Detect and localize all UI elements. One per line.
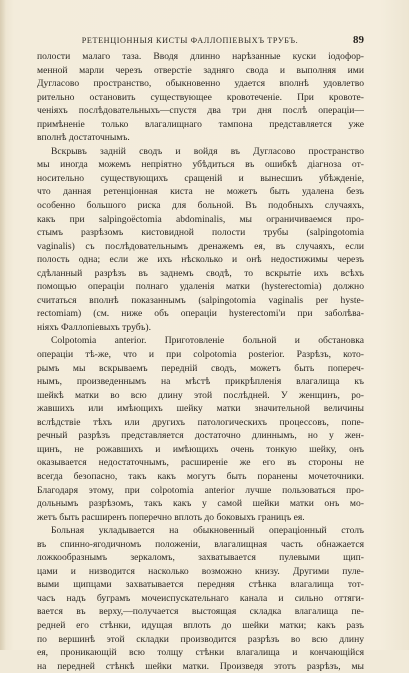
text-line: нiяхъ Фаллопiевыхъ трубъ). [37, 321, 151, 333]
text-line: рымъ мы вскрываемъ переднiй сводъ, можетъ быть попереч- [37, 362, 364, 374]
text-line: стымъ разрѣзомъ кистовидной полости трубы (salpingotomia [37, 227, 364, 239]
page-number: 89 [353, 34, 364, 46]
text-line: всегда безопасно, такъ какъ могутъ быть поранены мочеточники. [37, 470, 364, 482]
text-line: ченiяхъ послѣдовательныхъ—спустя два три дня послѣ операцiи— [37, 105, 364, 117]
page-header [38, 36, 364, 48]
running-title: РЕТЕНЦIОННЫЯ КИСТЫ ФАЛЛОПIЕВЫХЪ ТРУБЪ. [81, 36, 299, 45]
text-line: rectomiam) (см. ниже объ операцiи hysterectomi'и при заболѣва- [37, 308, 364, 320]
text-line: дольнымъ разрѣзомъ, такъ какъ у самой шейки матки онъ мо- [37, 498, 364, 510]
text-line: считаться вполнѣ показаннымъ (salpingotomia vaginalis per hyste- [37, 294, 364, 306]
scan-binding-shadow [0, 0, 6, 650]
text-line: выми щипцами захватывается передняя стѣнка влагалища тот- [37, 579, 364, 591]
text-line: полость одна; если же ихъ нѣсколько и онѣ недостижимы черезъ [37, 254, 364, 266]
text-line: часъ надъ буграмъ мочеиспускательнаго канала и сильно оттяги- [37, 592, 364, 604]
text-line: цами и низводится насколько возможно книзу. Другими пуле- [37, 565, 364, 577]
text-line: речный разрѣзъ представляется достаточно длиннымъ, но у жен- [37, 430, 364, 442]
text-line: Дугласово пространство, обыкновенно удается вполнѣ удовлетво [37, 78, 364, 90]
text-line: что данная ретенцiонная киста не можетъ быть удалена безъ [37, 186, 364, 198]
text-line: въ спинно-ягодичномъ положенiи, влагалищная часть обнажается [37, 538, 364, 550]
text-line: по вершинѣ этой складки производится разрѣзъ во всю длину [37, 633, 364, 645]
text-line: Благодаря этому, при colpotomia anterior лучше пользоваться про- [37, 484, 364, 496]
text-line: носительно существующихъ сращенiй и вынесшиъ убѣжденiе, [37, 172, 364, 184]
text-line: Вскрывъ заднiй сводъ и войдя въ Дугласово пространство [51, 145, 364, 157]
text-line: мы иногда можемъ непрiятно убѣдиться въ ошибкѣ дiагноза от- [37, 159, 364, 171]
text-line: помощью операцiи полнаго удаленiя матки (hysterectomia) должно [37, 281, 364, 293]
text-line: ея, проникающiй всю толщу стѣнки влагалища и кончающiйся [37, 647, 364, 659]
text-line: Больная укладывается на обыкновенный операцiонный столъ [51, 525, 364, 537]
text-line: вслѣдствiе тѣхъ или другихъ патологическихъ процессовъ, попе- [37, 416, 364, 428]
text-line: менной марли черезъ отверстiе задняго свода и выполняя ими [37, 64, 364, 76]
text-line: операцiи тѣ-же, что и при colpotomia posterior. Разрѣзъ, кото- [37, 349, 364, 361]
text-line: вается въ верху,—получается выстоящая складка влагалища пе- [37, 606, 364, 618]
text-line: щинъ, не рожавшихъ и имѣющихъ очень тонкую шейку, онъ [37, 443, 364, 455]
text-line: жавшихъ или имѣющихъ шейку матки значительной величины [37, 403, 364, 415]
text-line: полости малаго таза. Вводя длинно нарѣзанные куски iодофор- [37, 51, 364, 62]
text-line: vaginalis) съ послѣдовательнымъ дренажемъ ея, въ случаяхъ, если [37, 240, 364, 252]
text-line: жетъ быть расширенъ поперечно вплоть до боковыхъ границъ ея. [37, 511, 305, 523]
text-line: примѣненiе только влагалищнаго тампона представляется уже [37, 118, 364, 130]
text-line: ложкообразнымъ зеркаломъ, захватывается пулевыми щип- [37, 552, 364, 564]
text-line: редней его стѣнки, идущая вплоть до шейки матки; какъ разъ [37, 619, 364, 631]
text-line: Colpotomia anterior. Приготовленiе больной и обстановка [51, 335, 364, 347]
text-line: на передней стѣнкѣ шейки матки. Произведя этотъ разрѣзъ, мы [37, 660, 364, 672]
text-line: рительно остановить существующее кровотеченiе. При кровоте- [37, 91, 364, 103]
text-line: какъ при salpingoëctomia abdominalis, мы ограничиваемся про- [37, 213, 364, 225]
text-line: шейкѣ матки во всю длину этой послѣдней. У женщинъ, ро- [37, 389, 364, 401]
body-text [37, 50, 364, 673]
text-line: сдѣланный разрѣзъ въ заднемъ сводѣ, то вскрытiе ихъ всѣхъ [37, 267, 364, 279]
text-line: особенно большого риска для больной. Въ подобныхъ случаяхъ, [37, 200, 364, 212]
text-line: вполнѣ достаточнымъ. [37, 132, 130, 144]
text-line: нымъ, произведеннымъ на мѣстѣ прикрѣпленiя влагалища къ [37, 376, 364, 388]
text-line: оказывается недостаточнымъ, расширенiе же его въ стороны не [37, 457, 364, 469]
